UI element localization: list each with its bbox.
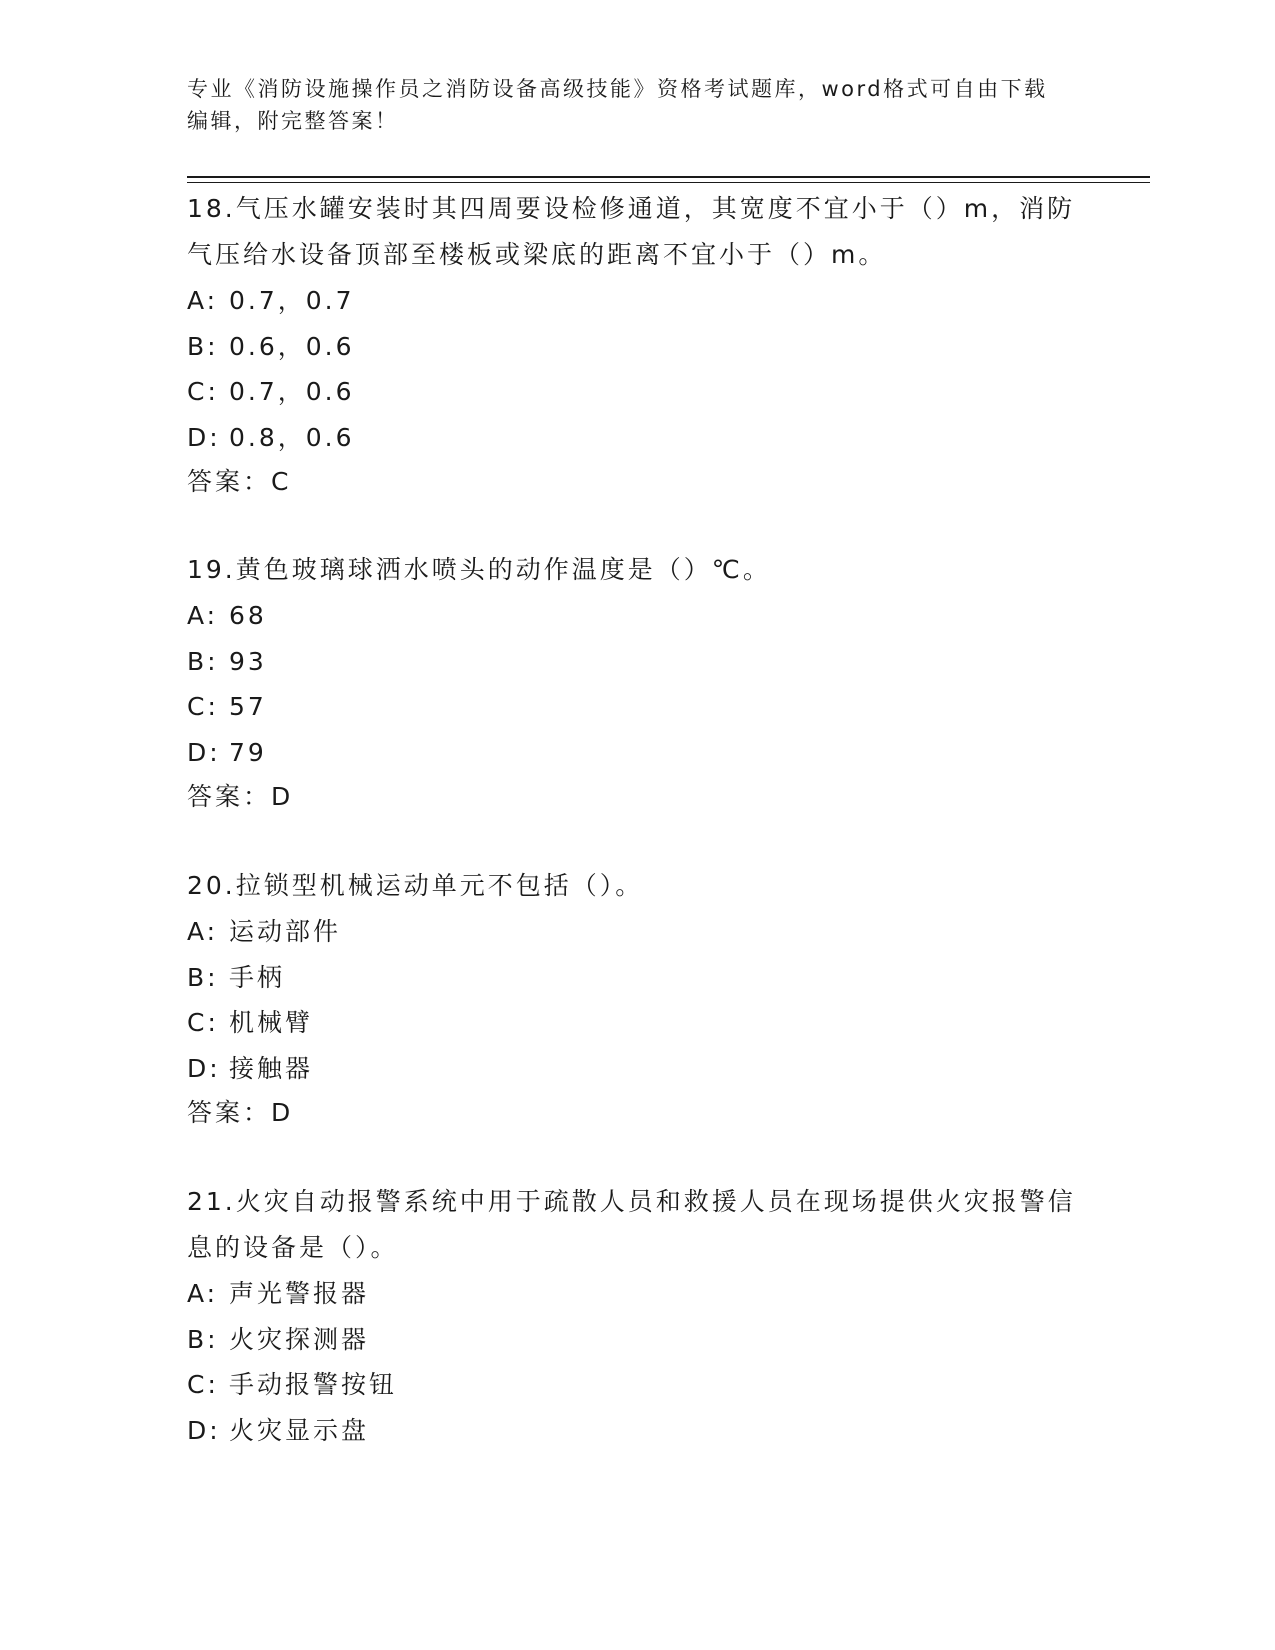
question-stem: 21.火灾自动报警系统中用于疏散人员和救援人员在现场提供火灾报警信息的设备是（）。	[187, 1187, 1076, 1262]
option-text: 火灾探测器	[229, 1324, 370, 1354]
question-20	[187, 863, 1087, 1135]
option-b	[187, 639, 1087, 685]
option-letter: A:	[187, 1279, 219, 1308]
answer-line: 答案：C	[187, 467, 292, 496]
option-c	[187, 1000, 1087, 1046]
option-d	[187, 730, 1087, 776]
option-text: 声光警报器	[229, 1279, 370, 1308]
option-text: 手动报警按钮	[229, 1370, 398, 1399]
option-text: 79	[229, 737, 267, 767]
option-text: 0.6，0.6	[229, 331, 355, 361]
option-letter: D:	[187, 422, 221, 452]
option-a	[187, 593, 1087, 639]
option-text: 0.7，0.7	[229, 286, 355, 315]
question-stem: 19.黄色玻璃球洒水喷头的动作温度是（）℃。	[187, 555, 771, 584]
option-letter: C:	[187, 1008, 219, 1037]
option-a	[187, 1271, 1087, 1317]
option-letter: A:	[187, 917, 219, 946]
header-divider-thick	[187, 176, 1150, 178]
question-21	[187, 1179, 1087, 1453]
option-text: 57	[229, 692, 267, 721]
option-text: 0.8，0.6	[229, 422, 355, 452]
question-stem: 20.拉锁型机械运动单元不包括（）。	[187, 871, 644, 900]
option-letter: C:	[187, 692, 219, 721]
option-letter: C:	[187, 1370, 219, 1399]
option-d	[187, 415, 1087, 461]
answer-line: 答案：D	[187, 782, 294, 811]
option-text: 火灾显示盘	[229, 1415, 370, 1445]
option-letter: D:	[187, 737, 221, 767]
option-c	[187, 1362, 1087, 1408]
option-a	[187, 909, 1087, 955]
option-b	[187, 955, 1087, 1001]
option-text: 接触器	[229, 1053, 314, 1083]
option-letter: B:	[187, 646, 219, 676]
option-letter: A:	[187, 601, 219, 630]
option-text: 0.7，0.6	[229, 377, 355, 406]
answer-line: 答案：D	[187, 1098, 294, 1127]
option-text: 93	[229, 646, 267, 676]
option-d	[187, 1408, 1087, 1454]
question-19	[187, 547, 1087, 819]
question-18	[187, 186, 1087, 504]
option-text: 68	[229, 601, 267, 630]
option-text: 手柄	[229, 962, 286, 992]
option-d	[187, 1046, 1087, 1092]
option-b	[187, 1317, 1087, 1363]
option-letter: D:	[187, 1053, 221, 1083]
header-divider-thin	[187, 182, 1150, 183]
option-b	[187, 324, 1087, 370]
option-letter: B:	[187, 331, 219, 361]
option-text: 机械臂	[229, 1008, 314, 1037]
option-letter: B:	[187, 962, 219, 992]
option-letter: A:	[187, 286, 219, 315]
option-letter: D:	[187, 1415, 221, 1445]
option-text: 运动部件	[229, 917, 342, 946]
option-a	[187, 278, 1087, 324]
option-letter: B:	[187, 1324, 219, 1354]
document-header: 专业《消防设施操作员之消防设备高级技能》资格考试题库，word格式可自由下载编辑，附完整答案！	[187, 77, 1048, 133]
option-c	[187, 684, 1087, 730]
option-letter: C:	[187, 377, 219, 406]
question-stem: 18.气压水罐安装时其四周要设检修通道，其宽度不宜小于（）m，消防气压给水设备顶部至楼板或梁底的距离不宜小于（）m。	[187, 194, 1076, 269]
option-c	[187, 369, 1087, 415]
